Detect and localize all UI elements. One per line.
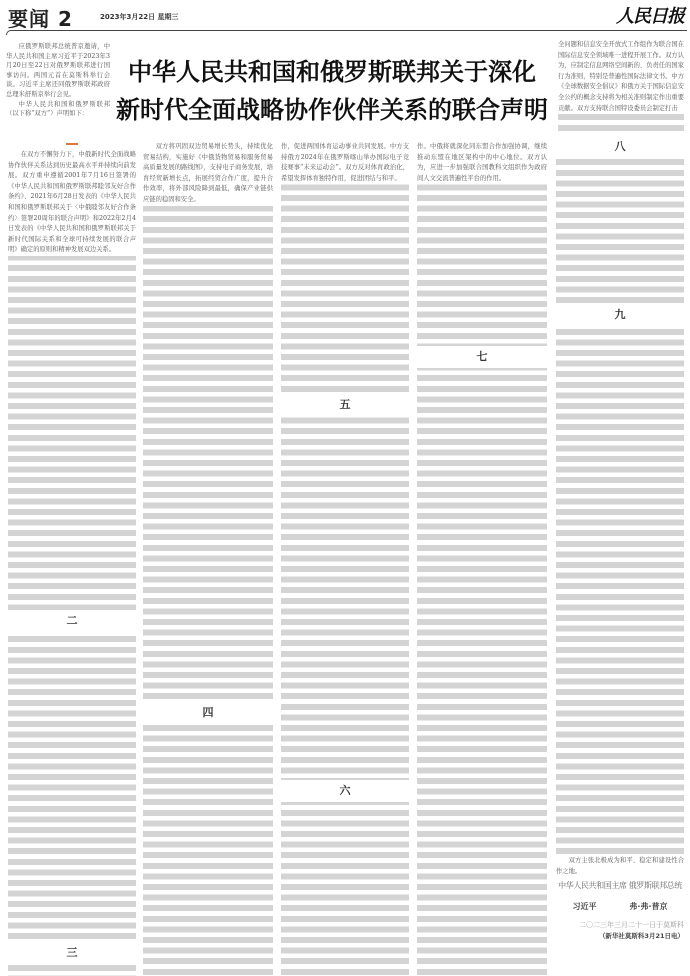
paragraph: 在双方不懈努力下，中俄新时代全面战略协作伙伴关系达到历史最高水平并持续向前发展。双方重申遵循2001年7月16日签署的《中华人民共和国和俄罗斯联邦睦邻友好合作条约》、2021年6月28日发表的《中华人民共和国和俄罗斯联邦关于〈中俄睦邻友好合作条约〉签署20周年的联合声明》和2022年2月4日发表的《中华人民共和国和俄罗斯联邦关于新时代国际关系和全球可持续发展的联合声明》确定的原则和精神发展双边关系。 (8, 150, 136, 256)
news-source: （新华社莫斯科3月21日电） (598, 931, 684, 940)
lead-text-2: 中华人民共和国和俄罗斯联邦（以下称“双方”）声明如下： (6, 100, 110, 118)
signatory-putin: 弗·弗·普京 (629, 901, 668, 911)
section-heading-3: 三 (8, 942, 136, 964)
signing-date-place: 二〇二三年三月二十一日于莫斯科 (579, 921, 684, 930)
newspaper-logo: 人民日报 (616, 6, 684, 27)
lead-paragraph (6, 42, 110, 119)
article-column-3 (281, 142, 409, 976)
section-marker-1 (8, 138, 136, 150)
signatory-titles: 中华人民共和国主席 俄罗斯联邦总统 (558, 881, 682, 891)
article-column-1 (8, 138, 136, 976)
headline-line-1: 中华人民共和国和俄罗斯联邦关于深化 (128, 58, 536, 86)
right-top-text: 全问题和信息安全开放式工作组作为联合国在国际信息安全领域唯一进程开展工作。双方认为，应制定信息网络空间新的、负责任的国家行为准则，特别是普遍性国际法律文书。中方《全球数据安全倡议》和俄方关于国际信息安全公约的概念支持将为相关准则制定作出重要贡献。双方支持联合国特设委员会制定打击 (558, 40, 684, 114)
paragraph: 作，促进两国体育运动事业共同发展。中方支持俄方2024年在俄罗斯喀山举办国际电子竞技赛事“未来运动会”。双方反对体育政治化，希望发挥体育独特作用，促进团结与和平。 (281, 142, 409, 184)
section-heading-7: 七 (417, 346, 547, 368)
signature-block (556, 881, 684, 941)
issue-date: 2023年3月22日 星期三 (100, 13, 179, 21)
article-column-5 (556, 138, 684, 976)
masthead-rule (6, 30, 687, 35)
section-heading-5: 五 (281, 394, 409, 416)
article-column-4 (417, 142, 547, 976)
section-name: 要闻 2 (8, 7, 73, 31)
signatory-xi: 习近平 (572, 901, 597, 911)
section-heading-8: 八 (556, 136, 684, 158)
article-column-2 (143, 142, 273, 976)
closing-block (556, 856, 684, 976)
lead-text: 应俄罗斯联邦总统普京邀请，中华人民共和国主席习近平于2023年3月20日至22日对俄罗斯联邦进行国事访问。两国元首在莫斯科举行会谈。习近平主席还同俄罗斯联邦政府总理米舒斯京举行会见。 (6, 43, 110, 98)
section-heading-6: 六 (281, 780, 409, 802)
right-column-top (558, 40, 684, 132)
section-heading-9: 九 (556, 304, 684, 326)
paragraph: 双方将巩固双边贸易增长势头，持续优化贸易结构，实施好《中俄货物贸易和服务贸易高质量发展的路线图》，支持电子商务发展，培育经贸新增长点，拓展经贸合作广度，提升合作效率，将外部风险降到最低，确保产业链供应链的稳固和安全。 (143, 142, 273, 206)
closing-paragraph: 双方主张北极成为和平、稳定和建设性合作之地。 (556, 856, 684, 877)
paragraph: 作。中俄将就深化同东盟合作加强协调，继续推动东盟在地区架构中的中心地位。双方认为，应进一步加强联合国教科文组织作为政府间人文交流普遍性平台的作用。 (417, 142, 547, 184)
section-heading-4: 四 (143, 702, 273, 724)
headline-line-2: 新时代全面战略协作伙伴关系的联合声明 (116, 96, 548, 124)
section-heading-2: 二 (8, 610, 136, 632)
